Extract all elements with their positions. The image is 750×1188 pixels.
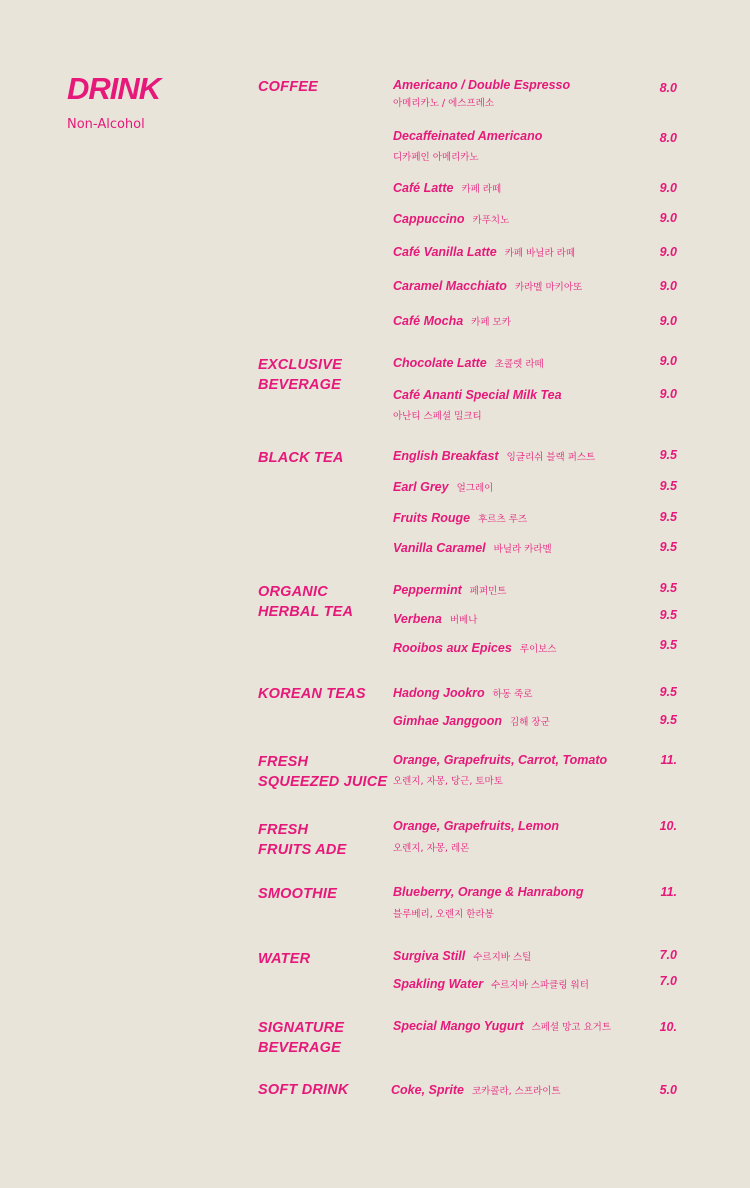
item-name: Peppermint	[393, 583, 462, 597]
item-name: Fruits Rouge	[393, 511, 471, 525]
menu-item-earl-grey	[393, 479, 493, 497]
menu-item-gimhae-janggoon	[393, 713, 550, 731]
menu-item-ananti-milk-tea	[393, 387, 562, 403]
item-name: Gimhae Janggoon	[393, 714, 503, 728]
menu-item-americano	[393, 77, 570, 93]
menu-item-chocolate-latte	[393, 355, 544, 373]
item-korean-name: 아난티 스페셜 밀크티	[393, 411, 482, 422]
item-name: Decaffeinated Americano	[393, 129, 543, 143]
item-price: 9.5	[659, 540, 677, 554]
menu-item-verbena	[393, 611, 477, 629]
item-name: Surgiva Still	[393, 949, 466, 963]
category-label: SIGNATURE	[258, 1020, 345, 1036]
item-name: Café Mocha	[393, 314, 464, 328]
category-smoothie	[258, 884, 337, 904]
item-korean-name: 하동 죽로	[492, 689, 533, 700]
item-name: Chocolate Latte	[393, 356, 487, 370]
page-subtitle: Non-Alcohol	[67, 117, 145, 132]
item-name: Caramel Macchiato	[393, 279, 507, 293]
item-name: Orange, Grapefruits, Lemon	[393, 819, 560, 833]
category-black-tea	[258, 448, 344, 468]
item-price: 9.0	[659, 245, 677, 259]
item-korean-name: 카페 라떼	[461, 184, 502, 195]
item-price: 9.0	[659, 387, 677, 401]
item-price: 7.0	[659, 974, 677, 988]
item-price: 8.0	[659, 131, 677, 145]
item-korean-name: 얼그레이	[456, 483, 494, 494]
item-price: 9.0	[659, 211, 677, 225]
category-label: FRESH	[258, 822, 309, 838]
category-label: COFFEE	[258, 79, 319, 95]
category-coffee	[258, 77, 318, 97]
category-fresh-squeezed-juice	[258, 752, 387, 792]
category-label: BEVERAGE	[258, 377, 341, 393]
item-korean-name: 잉글리쉬 블랙 퍼스트	[506, 452, 596, 463]
menu-item-peppermint	[393, 582, 506, 600]
item-korean-name: 수르지바 스파클링 워터	[491, 980, 589, 991]
menu-item-cafe-mocha	[393, 313, 511, 331]
item-name: Special Mango Yugurt	[393, 1019, 524, 1033]
item-korean-name: 후르츠 루즈	[478, 514, 527, 525]
item-korean-name: 카페 모카	[471, 317, 511, 328]
item-price: 7.0	[659, 948, 677, 962]
item-price: 9.5	[659, 510, 677, 524]
category-label: BLACK TEA	[258, 450, 344, 466]
category-water	[258, 949, 310, 969]
item-price: 9.5	[659, 448, 677, 462]
menu-item-mango-yogurt	[393, 1018, 611, 1036]
item-korean-name: 페퍼민트	[469, 586, 507, 597]
menu-item-cafe-vanilla-latte	[393, 244, 575, 262]
item-korean-name: 카라멜 마키아또	[514, 282, 583, 293]
item-korean-name: 오렌지, 자몽, 당근, 토마토	[393, 776, 503, 787]
menu-item-rooibos	[393, 640, 557, 658]
item-price: 9.5	[659, 713, 677, 727]
category-label: SQUEEZED JUICE	[258, 774, 388, 790]
category-fresh-fruits-ade	[258, 820, 346, 860]
item-price: 9.0	[659, 354, 677, 368]
item-korean-name: 디카페인 아메리카노	[393, 152, 479, 163]
item-name: Hadong Jookro	[393, 686, 485, 700]
item-korean-name: 코카콜라, 스프라이트	[471, 1086, 561, 1097]
category-label: FRUITS ADE	[258, 842, 347, 858]
item-price: 11.	[660, 753, 677, 767]
item-korean-name: 버베나	[449, 615, 478, 626]
menu-item-fruits-ade	[393, 818, 559, 834]
menu-item-vanilla-caramel	[393, 540, 552, 558]
item-price: 9.5	[659, 685, 677, 699]
category-signature-beverage	[258, 1018, 344, 1058]
item-name: Blueberry, Orange & Hanrabong	[393, 885, 584, 899]
item-price: 9.0	[659, 279, 677, 293]
item-name: Café Ananti Special Milk Tea	[393, 388, 562, 402]
item-korean-name: 초콜렛 라떼	[494, 359, 544, 370]
menu-item-coke-sprite	[391, 1082, 561, 1100]
item-name: Cappuccino	[393, 212, 465, 226]
item-name: Coke, Sprite	[391, 1083, 464, 1097]
menu-item-cafe-latte	[393, 180, 501, 198]
item-name: Café Vanilla Latte	[393, 245, 497, 259]
category-label: SOFT DRINK	[258, 1082, 349, 1098]
category-exclusive-beverage	[258, 355, 342, 395]
category-label: HERBAL TEA	[258, 604, 354, 620]
item-korean-name: 아메리카노 / 에스프레소	[393, 98, 495, 109]
item-price: 9.0	[659, 181, 677, 195]
item-price: 9.5	[659, 581, 677, 595]
item-price: 11.	[660, 885, 677, 899]
menu-item-squeezed-juice	[393, 752, 607, 768]
item-price: 10.	[659, 819, 677, 833]
item-price: 9.5	[659, 638, 677, 652]
item-name: Café Latte	[393, 181, 454, 195]
item-korean-name: 카푸치노	[472, 215, 510, 226]
menu-item-hadong-jookro	[393, 685, 532, 703]
item-name: Earl Grey	[393, 480, 449, 494]
menu-item-cappuccino	[393, 211, 509, 229]
menu-item-smoothie	[393, 884, 584, 900]
item-price: 8.0	[659, 81, 677, 95]
category-label: WATER	[258, 951, 311, 967]
item-korean-name: 카페 바닐라 라떼	[504, 248, 576, 259]
menu-item-surgiva-still	[393, 948, 531, 966]
item-korean-name: 오렌지, 자몽, 레몬	[393, 843, 470, 854]
menu-item-english-breakfast	[393, 448, 595, 466]
category-label: EXCLUSIVE	[258, 357, 342, 373]
item-korean-name: 수르지바 스틸	[473, 952, 532, 963]
category-soft-drink	[258, 1080, 349, 1100]
item-name: English Breakfast	[393, 449, 499, 463]
item-korean-name: 스페셜 망고 요거트	[531, 1022, 612, 1033]
item-korean-name: 바닐라 카라멜	[493, 544, 552, 555]
item-korean-name: 루이보스	[519, 644, 557, 655]
page-title: DRINK	[67, 71, 161, 106]
item-price: 9.5	[659, 608, 677, 622]
category-label: ORGANIC	[258, 584, 328, 600]
menu-item-decaf-americano	[393, 128, 542, 144]
item-name: Verbena	[393, 612, 442, 626]
menu-item-caramel-macchiato	[393, 278, 582, 296]
category-label: FRESH	[258, 754, 309, 770]
item-name: Americano / Double Espresso	[393, 78, 571, 92]
item-price: 5.0	[659, 1083, 677, 1097]
item-price: 9.0	[659, 314, 677, 328]
item-korean-name: 블루베리, 오렌지 한라봉	[393, 909, 494, 920]
item-name: Orange, Grapefruits, Carrot, Tomato	[393, 753, 608, 767]
menu-item-fruits-rouge	[393, 510, 527, 528]
item-price: 9.5	[659, 479, 677, 493]
item-name: Rooibos aux Epices	[393, 641, 512, 655]
item-name: Vanilla Caramel	[393, 541, 486, 555]
category-korean-teas	[258, 684, 366, 704]
menu-item-sparkling-water	[393, 976, 589, 994]
category-label: BEVERAGE	[258, 1040, 341, 1056]
category-label: SMOOTHIE	[258, 886, 337, 902]
category-organic-herbal-tea	[258, 582, 353, 622]
category-label: KOREAN TEAS	[258, 686, 366, 702]
item-name: Spakling Water	[393, 977, 484, 991]
item-price: 10.	[659, 1020, 677, 1034]
item-korean-name: 김해 장군	[510, 717, 550, 728]
